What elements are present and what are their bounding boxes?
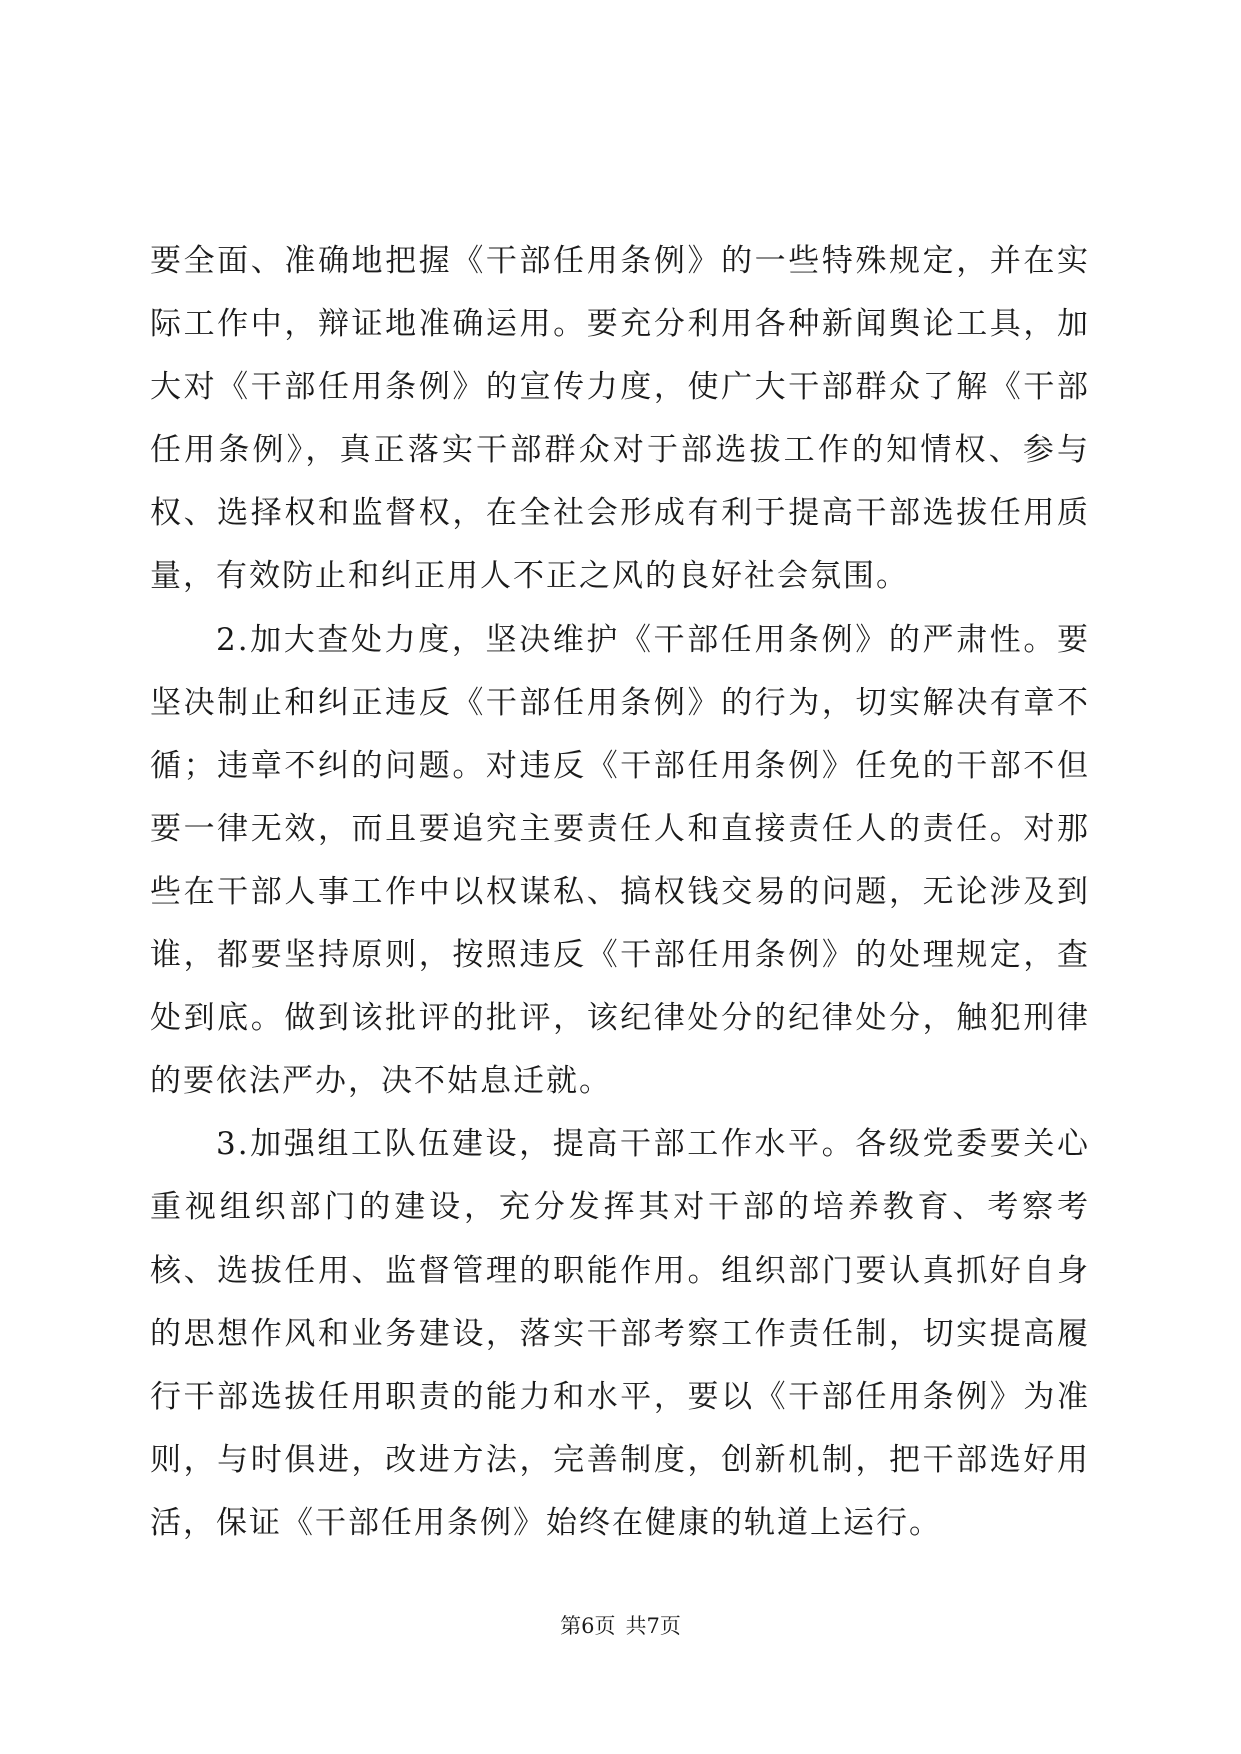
- page-number: 第6页: [560, 1614, 616, 1638]
- paragraph-2: 2.加大查处力度，坚决维护《干部任用条例》的严肃性。要坚决制止和纠正违反《干部任用条例》的行为，切实解决有章不循；违章不纠的问题。对违反《干部任用条例》任免的干部不但要一律无效，而且要追究主要责任人和直接责任人的责任。对那些在干部人事工作中以权谋私、搞权钱交易的问题，无论涉及到谁，都要坚持原则，按照违反《干部任用条例》的处理规定，查处到底。做到该批评的批评，该纪律处分的纪律处分，触犯刑律的要依法严办，决不姑息迁就。: [150, 621, 1090, 1100]
- paragraph-1: 要全面、准确地把握《干部任用条例》的一些特殊规定，并在实际工作中，辩证地准确运用。要充分利用各种新闻舆论工具，加大对《干部任用条例》的宣传力度，使广大干部群众了解《干部任用条例》，真正落实干部群众对于部选拔工作的知情权、参与权、选择权和监督权，在全社会形成有利于提高干部选拔任用质量，有效防止和纠正用人不正之风的良好社会氛围。: [150, 243, 1090, 595]
- paragraph-3: 3.加强组工队伍建设，提高干部工作水平。各级党委要关心重视组织部门的建设，充分发挥其对干部的培养教育、考察考核、选拔任用、监督管理的职能作用。组织部门要认真抓好自身的思想作风和业务建设，落实干部考察工作责任制，切实提高履行干部选拔任用职责的能力和水平，要以《干部任用条例》为准则，与时俱进，改进方法，完善制度，创新机制，把干部选好用活，保证《干部任用条例》始终在健康的轨道上运行。: [150, 1126, 1090, 1541]
- page-total: 共7页: [625, 1614, 681, 1638]
- document-body: [150, 230, 1090, 1555]
- page-footer: [0, 1610, 1241, 1640]
